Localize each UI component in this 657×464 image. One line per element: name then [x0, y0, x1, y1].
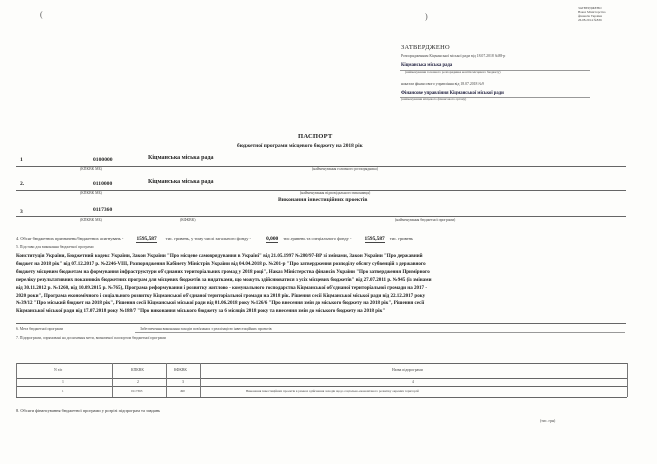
row1-name: Кіцманська міська рада [148, 155, 214, 161]
item5-line: 2020 роки", Програма економічного і соціального розвитку Кіцманської об'єднаної територіальної громади на 2018 рік. Рішення сесії Кіцманської міської ради від 22.12.2017 року [16, 292, 426, 299]
corner-mark-left: ( [40, 10, 43, 19]
passport-subtitle: бюджетної програми місцевого бюджету на 2018 рік [237, 143, 363, 149]
annex-line: 26.08.2014 №836 [578, 17, 602, 22]
item5-line: від 30.11.2012 р. №1260, від 10.09.2015 р. №765), Програма реформування і розвитку житлово - комунального господарства Кіцманської об'єднаної територіальної громади на 2017 - [16, 284, 428, 291]
table-index-cell: 3 [182, 380, 184, 384]
table-header: N з/п [54, 368, 63, 372]
item8-unit: (тис. грн) [540, 419, 556, 423]
item8-heading: 8. Обсяги фінансування бюджетної програми у розрізі підпрограм та завдань [16, 408, 161, 413]
table-index-cell: 2 [137, 380, 139, 384]
table-header: КФКВК [174, 368, 187, 372]
row1-code-caption: (КПКВК МБ) [80, 167, 102, 171]
approval-org1: Кіцманська міська рада [401, 63, 453, 68]
row1-name-caption: (найменування головного розпорядника) [312, 167, 378, 171]
item4-mid2: тис.гривень та спеціального фонду - [283, 236, 352, 241]
item5-line: №39/12 "Про міський бюджет на 2018 рік", Рішення сесії Кіцманської міської ради від 01.06.2018 року №126/6 "Про внесення змін до міського бюджету на 2018 рік", Рішення сесії [16, 300, 425, 307]
passport-title: ПАСПОРТ [298, 133, 333, 140]
row3-code: 0117360 [93, 207, 113, 213]
approval-org1-caption: (найменування головного розпорядника коштів місцевого бюджету) [405, 70, 501, 74]
item5-heading: 5. Підстави для виконання бюджетної програми [16, 245, 94, 249]
annex-line: фінансів України [578, 13, 603, 18]
table-header: Назва підпрограми [392, 368, 423, 372]
annex-line: Наказ Міністерства [578, 9, 606, 14]
row2-code: 0110000 [93, 181, 113, 187]
table-cell: 0117363 [131, 389, 143, 393]
item4-line [16, 236, 413, 242]
item6-value: Забезпечення виконання заходів пов'язаних з реалізацією інвестиційних проектів [140, 327, 272, 331]
row2-code-caption: (КПКВК МБ) [80, 191, 102, 195]
approval-line1: Розпорядженням Кіцманської міської ради від 18.07.2018 №88-р [401, 54, 506, 58]
item4-suffix: тис. гривень [389, 236, 413, 241]
row1-num: 1 [20, 157, 23, 163]
item5-line: Конституція України, Бюджетний кодекс України, Закон України "Про місцеве самоврядування в Україні" від 21.05.1997 №280/97-ВР зі змінами, Закон України "Про державний [16, 253, 423, 259]
item7-heading: 7. Підпрограми, спрямовані на досягнення мети, визначеної паспортом бюджетної програми [16, 336, 166, 340]
approval-org2-caption: (найменування місцевого фінансового органу) [401, 97, 467, 101]
row2-num: 2. [20, 181, 25, 187]
item4-total: 1595,587 [136, 236, 157, 242]
row1-code: 0100000 [93, 157, 113, 163]
row2-name-caption: (найменування відповідального виконавця) [300, 191, 371, 195]
row3-num: 3 [20, 209, 23, 215]
approval-title: ЗАТВЕРДЖЕНО [401, 44, 450, 51]
item5-line: бюджету місцевим бюджетам на формування інфраструктури об'єднаних територіальних громад у 2018 році", Наказ Міністерства фінансів України "Про затвердження Примірного [16, 268, 430, 275]
row2-name: Кіцманська міська рада [148, 179, 214, 185]
row3-code-caption: (КПКВК МБ) [80, 218, 102, 222]
corner-mark-center: ) [425, 12, 428, 21]
item4-mid1: тис. гривень, у тому числі загального фонду - [165, 236, 252, 241]
table-cell: Виконання інвестиційних проектів в рамках здійснення заходів щодо соціально-економічного розвитку окремих територій [246, 389, 419, 393]
row3-kfkvk-caption: (КФКВК) [180, 218, 196, 222]
item4-special: 1595,587 [364, 236, 385, 242]
table-index-cell: 4 [412, 380, 414, 384]
item5-line: переліку результативних показників бюджетних програм для місцевих бюджетів за видатками, що можуть здійснюватися з усіх місцевих бюджетів" від 27.07.2011 р. №945 (із змінами [16, 276, 432, 283]
item5-text [16, 253, 432, 316]
item4-prefix: 4. Обсяг бюджетних призначень/бюджетних асигнувань - [16, 236, 124, 241]
item6-label: 6. Мета бюджетної програми [16, 327, 63, 331]
item5-line: Кіцманської міської ради від 17.07.2018 року №188/7 "Про виконання міського бюджету за 6 місяців 2018 року та внесення змін до міського бюджету на 2018 рік" [16, 308, 386, 315]
table-header: КПКВК [131, 368, 144, 372]
table-index-cell: 1 [62, 380, 64, 384]
row3-name: Виконання інвестиційних проектів [278, 197, 368, 203]
approval-line2: наказом фінансового управління від 18.07.2018 №9 [401, 82, 484, 86]
table-cell: 1 [62, 389, 64, 393]
item4-general: 0,000 [266, 236, 279, 242]
annex-note [578, 7, 605, 23]
approval-org2: Фінансове управління Кіцманської міської ради [401, 91, 504, 96]
item5-line: бюджет на 2018 рік" від 07.12.2017 р. №2246-VIII, Розпорядження Кабінету Міністрів України від 04.04.2018 р. №201-р "Про затвердження розподілу обсягу субвенцій з державного [16, 260, 426, 267]
annex-line: ЗАТВЕРДЖЕНО [578, 6, 602, 10]
row3-name-caption: (найменування бюджетної програми) [395, 218, 456, 222]
table-cell: 490 [180, 389, 185, 393]
